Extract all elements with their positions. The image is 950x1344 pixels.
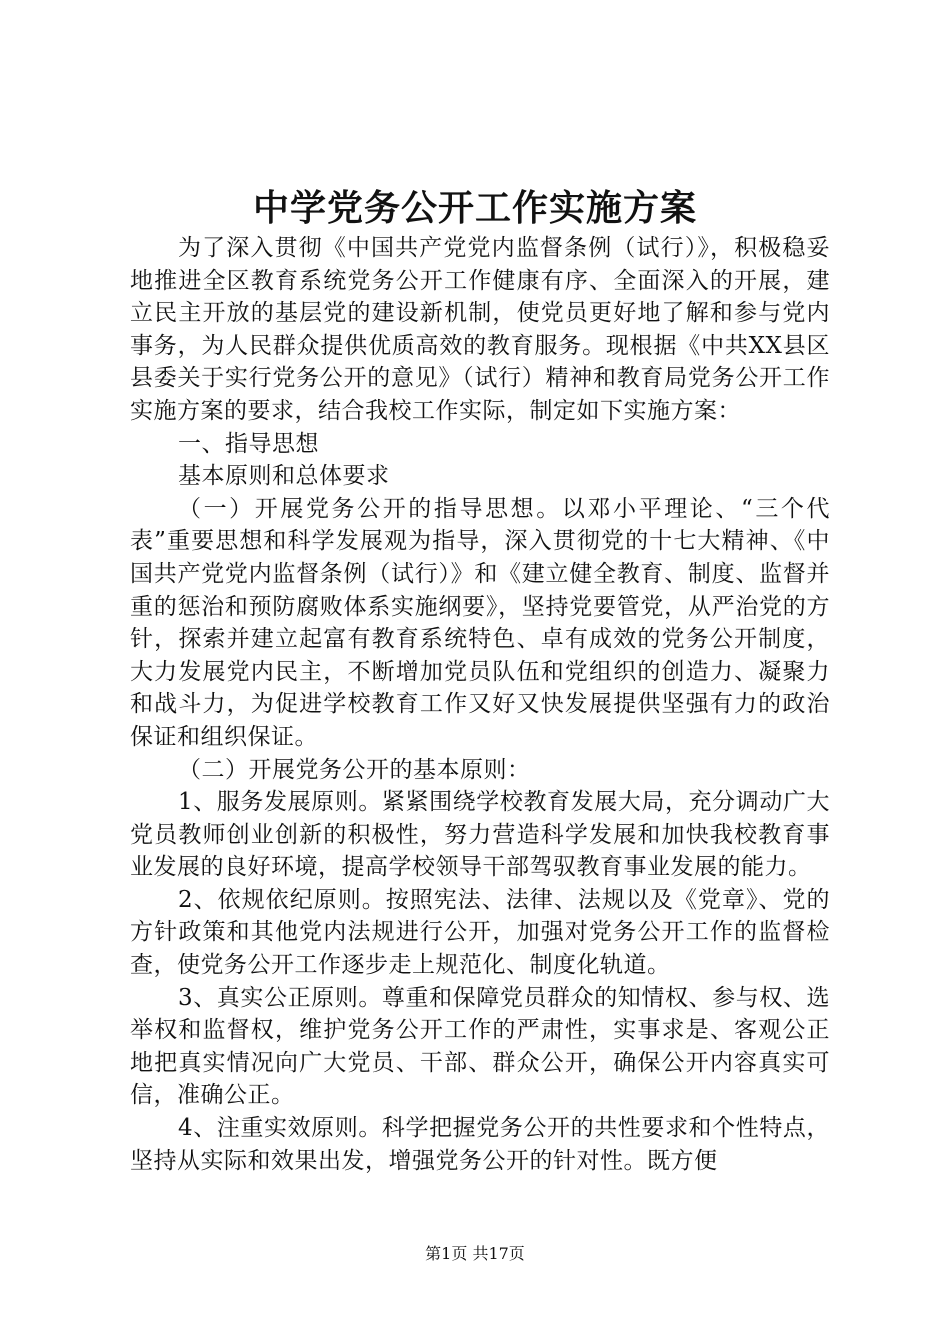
- document-title: 中学党务公开工作实施方案: [252, 187, 697, 229]
- document-body: [130, 232, 830, 1177]
- paragraph-principle-1: 1、服务发展原则。紧紧围绕学校教育发展大局，充分调动广大党员教师创业创新的积极性，努力营造科学发展和加快我校教育事业发展的良好环境，提高学校领导干部驾驭教育事业发展的能力。: [130, 789, 830, 881]
- paragraph-principle-3: 3、真实公正原则。尊重和保障党员群众的知情权、参与权、选举权和监督权，维护党务公开工作的严肃性，实事求是、客观公正地把真实情况向广大党员、干部、群众公开，确保公开内容真实可信，准确公正。: [130, 984, 830, 1109]
- paragraph-guiding-thought: （一）开展党务公开的指导思想。以邓小平理论、“三个代表”重要思想和科学发展观为指导，深入贯彻党的十七大精神、《中国共产党党内监督条例（试行）》和《建立健全教育、制度、监督并重的惩治和预防腐败体系实施纲要》，坚持党要管党，从严治党的方针，探索并建立起富有教育系统特色、卓有成效的党务公开制度，大力发展党内民主，不断增加党员队伍和党组织的创造力、凝聚力和战斗力，为促进学校教育工作又好又快发展提供坚强有力的政治保证和组织保证。: [130, 495, 830, 750]
- section-heading-guiding-thought: 一、指导思想: [178, 430, 319, 457]
- paragraph-intro: 为了深入贯彻《中国共产党党内监督条例（试行）》，积极稳妥地推进全区教育系统党务公开工作健康有序、全面深入的开展，建立民主开放的基层党的建设新机制，使党员更好地了解和参与党内事务，为人民群众提供优质高效的教育服务。现根据《中共XX县区县委关于实行党务公开的意见》（试行）精神和教育局党务公开工作实施方案的要求，结合我校工作实际，制定如下实施方案：: [130, 235, 830, 424]
- paragraph-principle-4: 4、注重实效原则。科学把握党务公开的共性要求和个性特点，坚持从实际和效果出发，增强党务公开的针对性。既方便: [130, 1115, 830, 1174]
- paragraph-principle-2: 2、依规依纪原则。按照宪法、法律、法规以及《党章》、党的方针政策和其他党内法规进行公开，加强对党务公开工作的监督检查，使党务公开工作逐步走上规范化、制度化轨道。: [130, 886, 830, 979]
- section-subheading-principles: 基本原则和总体要求: [178, 463, 390, 490]
- paragraph-basic-principles-heading: （二）开展党务公开的基本原则：: [178, 756, 531, 783]
- page-number-footer: 第1页 共17页: [425, 1244, 525, 1263]
